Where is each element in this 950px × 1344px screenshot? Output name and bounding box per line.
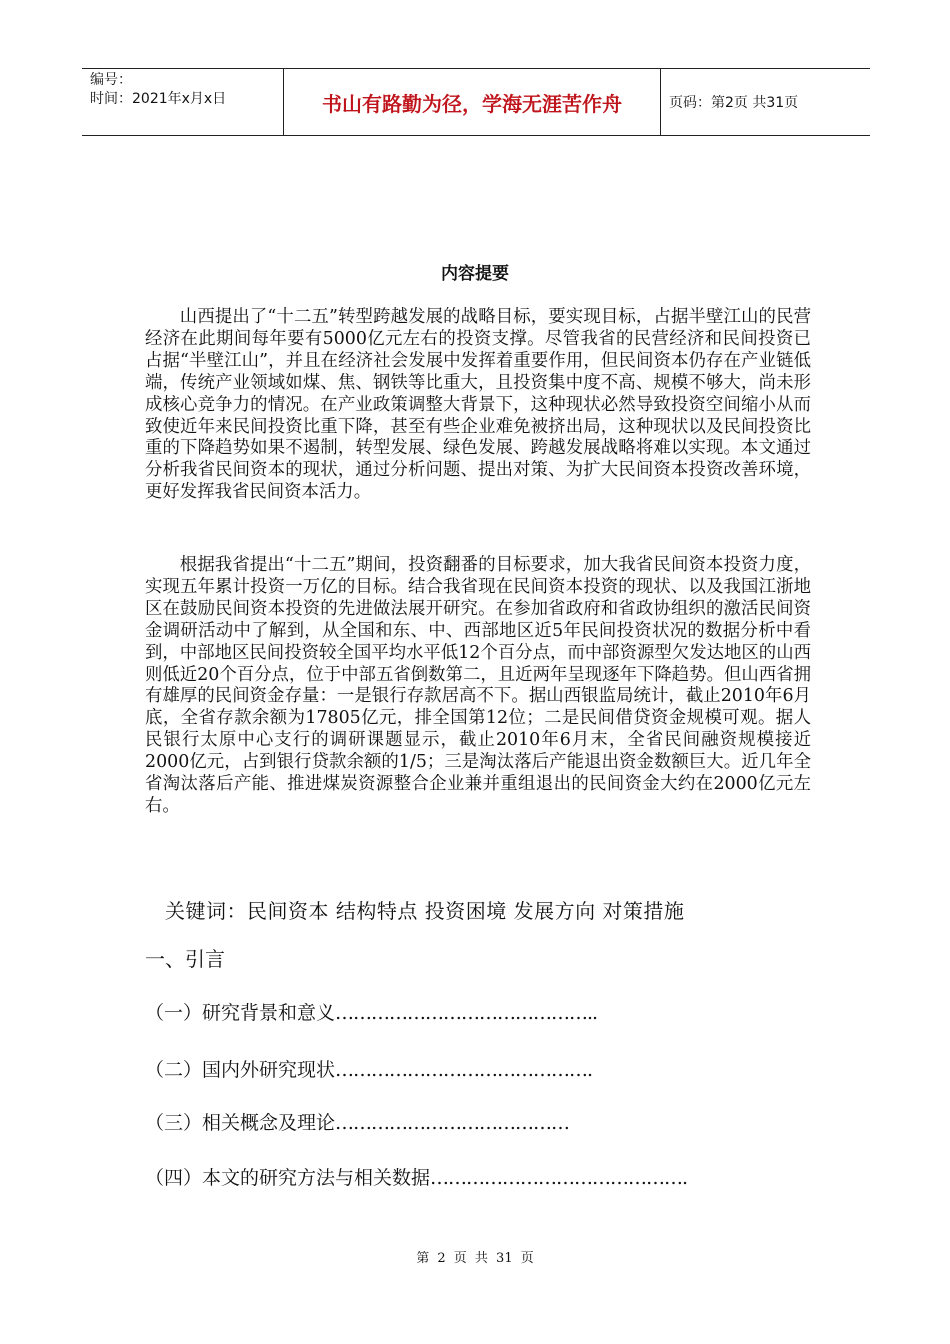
- section-heading-introduction: 一、引言: [145, 947, 225, 971]
- toc-entry-label: （三）相关概念及理论: [145, 1112, 336, 1134]
- abstract-paragraph-2: 根据我省提出“十二五”期间，投资翻番的目标要求，加大我省民间资本投资力度，实现五年累计投资一万亿的目标。结合我省现在民间资本投资的现状、以及我国江浙地区在鼓励民间资本投资的先进做法展开研究。在参加省政府和省政协组织的激活民间资金调研活动中了解到，从全国和东、中、西部地区近5年民间投资状况的数据分析中看到，中部地区民间投资较全国平均水平低12个百分点，而中部资源型欠发达地区的山西则低近20个百分点，位于中部五省倒数第二，且近两年呈现逐年下降趋势。但山西省拥有雄厚的民间资金存量：一是银行存款居高不下。据山西银监局统计，截止2010年6月底，全省存款余额为17805亿元，排全国第12位；二是民间借贷资金规模可观。据人民银行太原中心支行的调研课题显示，截止2010年6月末，全省民间融资规模接近2000亿元，占到银行贷款余额的1/5；三是淘汰落后产能退出资金数额巨大。近几年全省淘汰落后产能、推进煤炭资源整合企业兼并重组退出的民间资金大约在2000亿元左右。: [145, 555, 811, 816]
- toc-entry-label: （四）本文的研究方法与相关数据: [145, 1167, 431, 1189]
- toc-leader-dots: …………………………………: [335, 1112, 570, 1134]
- toc-entry[interactable]: [145, 1163, 687, 1190]
- toc-entry-label: （二）国内外研究现状: [145, 1059, 336, 1081]
- document-number-label: 编号：: [90, 72, 132, 88]
- document-date: 时间：2021年x月x日: [90, 91, 227, 107]
- header-table: [82, 68, 870, 136]
- toc-leader-dots: …………………………………….: [430, 1167, 688, 1189]
- keywords-line: [145, 895, 684, 924]
- toc-entry[interactable]: [145, 1055, 592, 1082]
- abstract-title: 内容提要: [441, 264, 509, 284]
- header-page-info: 页码：第2页 共31页: [669, 95, 799, 111]
- header-meta: [82, 69, 284, 135]
- toc-leader-dots: ……………………………………..: [335, 1002, 598, 1024]
- toc-entry-label: （一）研究背景和意义: [145, 1002, 336, 1024]
- toc-entry[interactable]: [145, 998, 597, 1025]
- abstract-paragraph-1: 山西提出了“十二五”转型跨越发展的战略目标，要实现目标，占据半壁江山的民营经济在此期间每年要有5000亿元左右的投资支撑。尽管我省的民营经济和民间投资已占据“半壁江山”，并且在经济社会发展中发挥着重要作用，但民间资本仍存在产业链低端，传统产业领域如煤、焦、钢铁等比重大，且投资集中度不高、规模不够大，尚未形成核心竞争力的情况。在产业政策调整大背景下，这种现状必然导致投资空间缩小从而致使近年来民间投资比重下降，甚至有些企业难免被挤出局，这种现状以及民间投资比重的下降趋势如果不遏制，转型发展、绿色发展、跨越发展战略将难以实现。本文通过分析我省民间资本的现状，通过分析问题、提出对策、为扩大民间资本投资改善环境，更好发挥我省民间资本活力。: [145, 307, 811, 503]
- toc-entry[interactable]: [145, 1108, 569, 1135]
- header-motto: 书山有路勤为径，学海无涯苦作舟: [284, 69, 661, 135]
- page-footer: 第 2 页 共 31 页: [416, 1251, 534, 1266]
- keywords-text: 关键词：民间资本 结构特点 投资困境 发展方向 对策措施: [165, 899, 685, 923]
- toc-leader-dots: …………………………………….: [335, 1059, 593, 1081]
